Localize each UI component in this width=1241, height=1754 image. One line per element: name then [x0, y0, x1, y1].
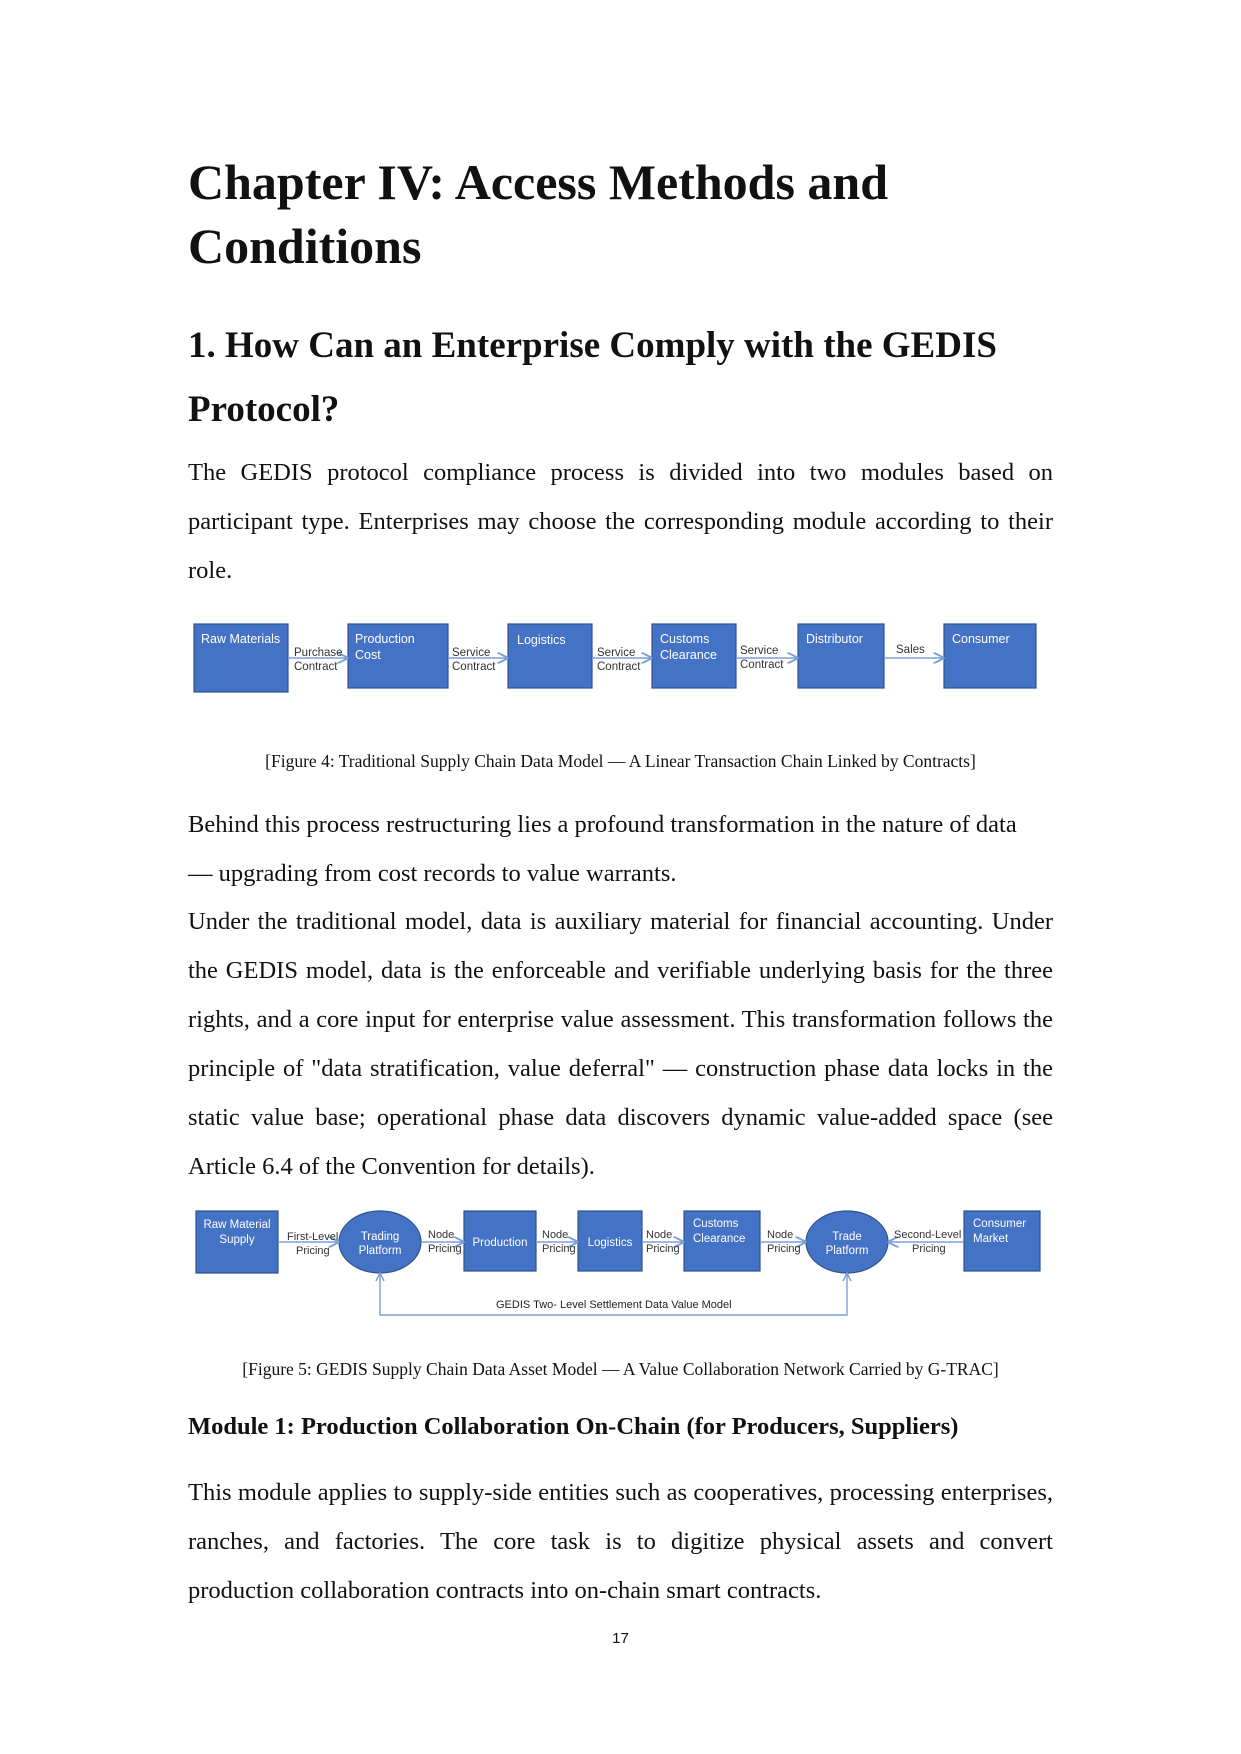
section-title-line2: Protocol? — [188, 389, 340, 430]
fig5-link-first-level: First-Level Pricing — [287, 1231, 339, 1257]
fig5-link-node-3: Node Pricing — [646, 1229, 680, 1255]
fig5-node-logistics — [578, 1211, 642, 1271]
fig4-node-raw-materials — [194, 624, 288, 692]
fig5-link-second-level: Second-Level Pricing — [894, 1229, 962, 1255]
fig4-production-line2: Cost — [355, 648, 381, 662]
module1-heading: Module 1: Production Collaboration On-Chain (for Producers, Suppliers) — [188, 1413, 959, 1440]
fig5-node-raw-material-supply — [196, 1211, 278, 1273]
fig5-node-trading-platform — [339, 1211, 421, 1273]
fig4-link-sales: Sales — [896, 644, 925, 656]
intro-paragraph: The GEDIS protocol compliance process is divided into two modules based on participant type. Enterprises may choose the corresponding module according to their role. — [188, 459, 1053, 584]
svg-text:Consumer: Consumer — [952, 632, 1010, 646]
svg-text:ConsumerMarket: Consumer Market — [973, 1218, 1027, 1245]
fig5-node-production — [464, 1211, 536, 1271]
module1-paragraph: This module applies to supply-side entities such as cooperatives, processing enterprises, ranches, and factories. The core task is to digitize physical assets and convert production collaboration contracts into on-chain smart contracts. — [188, 1479, 1053, 1604]
fig5-bottom-label: GEDIS Two- Level Settlement Data Value Model — [496, 1299, 732, 1311]
svg-text:Raw Materials: Raw Materials — [201, 632, 281, 646]
fig4-production-line1: Production — [355, 632, 415, 646]
figure5-caption: [Figure 5: GEDIS Supply Chain Data Asset Model — A Value Collaboration Network Carried by G-TRAC] — [242, 1359, 999, 1379]
fig5-node-consumer-market — [964, 1211, 1040, 1271]
chapter-title-line2: Conditions — [188, 218, 422, 274]
svg-text:Production: Production — [472, 1237, 528, 1249]
chapter-title-line1: Chapter IV: Access Methods and — [188, 154, 889, 210]
svg-text:Raw MaterialSupply: Raw Material Supply — [203, 1219, 271, 1246]
svg-text:CustomsClearance: Customs Clearance — [693, 1218, 746, 1245]
fig4-node-distributor — [798, 624, 884, 688]
fig5-node-customs-clearance — [684, 1211, 760, 1271]
fig4-link-purchase-contract: Purchase Contract — [294, 647, 343, 673]
section-title-line1: 1. How Can an Enterprise Comply with the GEDIS — [188, 325, 997, 366]
paragraph-2-line2: — upgrading from cost records to value warrants. — [188, 860, 677, 887]
fig4-link-service-contract-3: Service Contract — [740, 645, 784, 671]
fig4-node-logistics — [508, 624, 592, 688]
fig5-node-trade-platform — [806, 1211, 888, 1273]
paragraph-2 — [188, 800, 1053, 898]
svg-text:Customs Clearance: Customs Clearance — [660, 632, 717, 662]
fig5-link-node-2: Node Pricing — [542, 1229, 576, 1255]
fig4-node-consumer — [944, 624, 1036, 688]
fig5-link-node-1: Node Pricing — [428, 1229, 462, 1255]
svg-text:Logistics: Logistics — [587, 1237, 633, 1249]
figure5-diagram — [190, 1205, 1050, 1325]
fig4-link-service-contract-1: Service Contract — [452, 647, 496, 673]
svg-text:Logistics: Logistics — [517, 633, 566, 647]
figure4-diagram — [190, 618, 1050, 698]
paragraph-2-line1: Behind this process restructuring lies a profound transformation in the nature of data — [188, 811, 1017, 838]
svg-text:TradingPlatform: Trading Platform — [358, 1231, 402, 1257]
figure4-caption: [Figure 4: Traditional Supply Chain Data Model — A Linear Transaction Chain Linked by Contracts] — [265, 751, 976, 771]
fig4-link-service-contract-2: Service Contract — [597, 647, 641, 673]
page-number: 17 — [612, 1630, 629, 1647]
svg-text:TradePlatform: Trade Platform — [825, 1231, 869, 1257]
fig4-node-production-cost — [348, 624, 448, 688]
paragraph-3: Under the traditional model, data is auxiliary material for financial accounting. Under the GEDIS model, data is the enforceable and verifiable underlying basis for the three rights, and a core input for enterprise value assessment. This transformation follows the principle of "data stratification, value deferral" — construction phase data locks in the static value base; operational phase data discovers dynamic value-added space (see Article 6.4 of the Convention for details). — [188, 908, 1053, 1180]
section-title — [188, 314, 1068, 442]
svg-text:Distributor: Distributor — [806, 632, 863, 646]
fig5-link-node-4: Node Pricing — [767, 1229, 801, 1255]
fig4-node-customs-clearance — [652, 624, 736, 688]
chapter-title — [188, 150, 1068, 278]
